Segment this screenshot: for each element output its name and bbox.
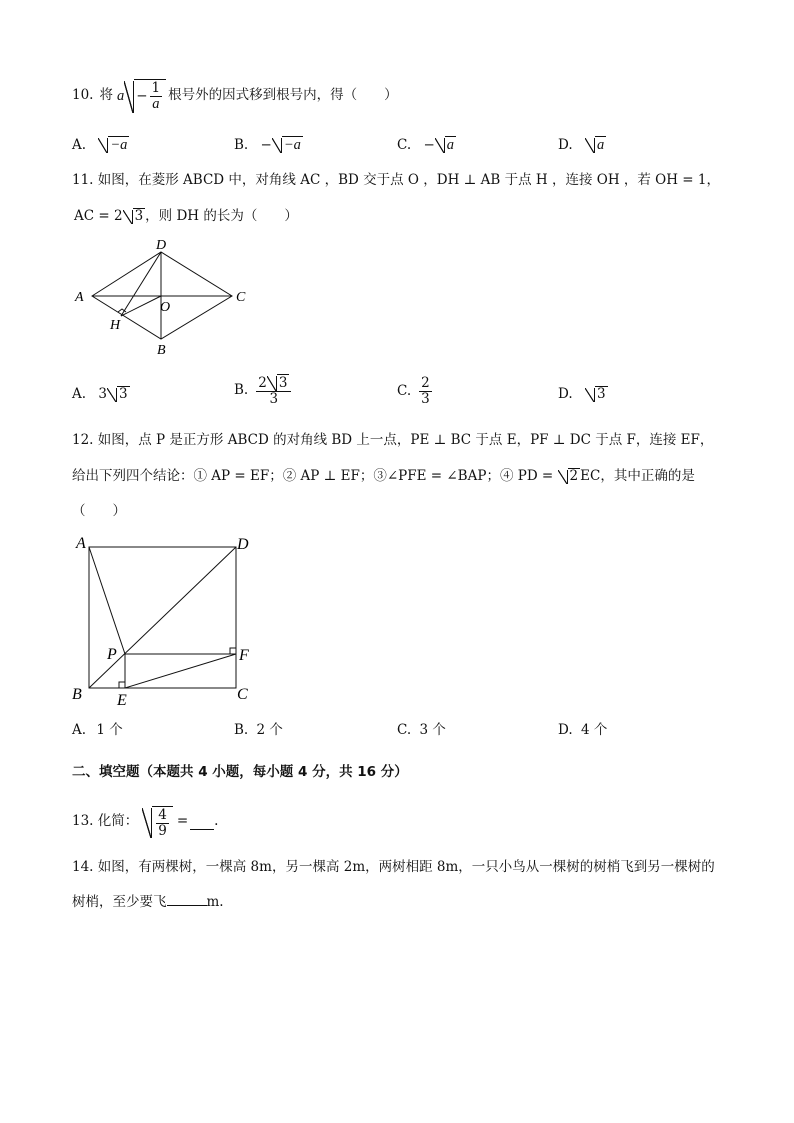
q11-line2-suffix: ，则 DH 的长为（ ） — [145, 208, 298, 224]
option-radicand: 3 — [596, 386, 606, 402]
segment-ef — [125, 654, 236, 688]
option-den: 3 — [269, 390, 279, 407]
option-radicand: a — [596, 137, 605, 153]
q10-sqrt — [124, 79, 166, 113]
option-radicand: 3 — [118, 386, 128, 402]
q10-frac-den: a — [152, 95, 160, 112]
option-label: C. — [397, 722, 412, 738]
q11-option-a-sqrt — [107, 386, 130, 402]
q10-option-d-sqrt — [585, 136, 606, 153]
q10-prefix: 将 — [99, 87, 113, 104]
section2-title: 二、填空题（本题共 4 小题，每小题 4 分，共 16 分） — [72, 764, 408, 780]
q11-rhombus-figure — [70, 236, 260, 360]
q10-option-c-sqrt — [435, 136, 456, 153]
q11-line2 — [74, 208, 298, 224]
q12-line2-prefix: 给出下列四个结论：① AP = EF；② AP ⊥ EF；③∠PFE = ∠BAP；④ PD = — [72, 468, 558, 484]
q12-line2 — [72, 468, 695, 484]
option-label: A. — [72, 137, 87, 153]
q13-frac-den: 9 — [158, 822, 167, 839]
q13-equals: = — [176, 813, 189, 830]
option-radicand: a — [446, 137, 454, 153]
option-text: 2 个 — [256, 722, 283, 738]
label-b: B — [157, 343, 166, 358]
option-radicand: 3 — [278, 375, 288, 391]
q10-option-a[interactable] — [72, 136, 129, 153]
option-label: D. — [558, 722, 573, 738]
q10-var-a: a — [116, 87, 125, 104]
q10-frac-num: 1 — [151, 80, 161, 97]
q11-sqrt3 — [123, 208, 146, 224]
q10-option-b[interactable] — [234, 136, 303, 153]
label-p: P — [107, 646, 117, 663]
q11-option-c-fraction — [419, 376, 432, 407]
option-label: D. — [558, 137, 573, 153]
q11-option-b-fraction — [256, 374, 291, 407]
q12-radicand: 2 — [569, 468, 579, 484]
q11-option-b-sqrt — [267, 374, 290, 391]
right-angle-mark-e — [119, 682, 125, 688]
label-d: D — [237, 536, 249, 553]
q12-square-figure — [70, 532, 260, 710]
option-label: C. — [397, 382, 412, 399]
option-label: B. — [234, 381, 249, 398]
label-c: C — [236, 290, 246, 305]
q10-option-b-sqrt — [272, 136, 303, 153]
option-text: 4 个 — [580, 722, 608, 738]
option-label: B. — [234, 137, 249, 153]
q14-line2-suffix: m. — [206, 894, 224, 910]
q12-line3: （ ） — [72, 503, 126, 519]
option-label: A. — [72, 386, 87, 402]
q10-suffix: 根号外的因式移到根号内，得（ ） — [168, 87, 398, 104]
q10-option-c[interactable] — [397, 136, 456, 153]
label-o: O — [160, 300, 171, 315]
q11-option-d-sqrt — [585, 386, 608, 402]
q10-number: 10. — [72, 87, 94, 104]
option-den: 3 — [421, 390, 430, 407]
label-c: C — [237, 686, 248, 703]
option-sign: − — [423, 137, 435, 153]
label-a: A — [76, 535, 86, 552]
q10-fraction — [150, 81, 163, 113]
q10-minus: − — [136, 88, 148, 105]
option-label: B. — [234, 722, 249, 738]
q11-ac-prefix: AC = 2 — [74, 208, 123, 224]
option-label: C. — [397, 137, 412, 153]
q13-fraction — [156, 808, 169, 839]
option-text: 3 个 — [419, 722, 446, 738]
q11-radicand: 3 — [134, 208, 144, 224]
q13-sqrt — [142, 806, 173, 839]
q13-suffix: . — [214, 813, 219, 830]
label-h: H — [110, 318, 121, 333]
option-radicand: −a — [110, 137, 128, 153]
q12-option-a[interactable] — [72, 724, 123, 738]
q12-sqrt2 — [558, 468, 581, 484]
q10-stem — [72, 78, 398, 114]
q11-option-b[interactable] — [234, 374, 293, 407]
option-radicand: −a — [283, 137, 301, 153]
right-angle-mark-f — [230, 648, 236, 654]
option-coef: 3 — [98, 386, 107, 402]
q14-line2 — [72, 893, 224, 910]
q14-line1: 14. 如图，有两棵树，一棵高 8m，另一棵高 2m，两树相距 8m，一只小鸟从一棵树的树梢飞到另一棵树的 — [72, 859, 715, 875]
option-label: A. — [72, 722, 87, 738]
option-num-coef: 2 — [258, 375, 267, 391]
q14-line2-prefix: 树梢，至少要飞 — [72, 894, 167, 910]
label-d: D — [156, 238, 167, 253]
option-num: 2 — [421, 375, 430, 391]
q10-option-d[interactable] — [558, 136, 606, 153]
q14-answer-blank[interactable] — [167, 893, 207, 906]
q10-option-a-sqrt — [98, 136, 129, 153]
q11-option-a[interactable] — [72, 386, 130, 402]
label-f: F — [239, 647, 249, 664]
label-a: A — [75, 290, 84, 305]
diagonal-bd — [89, 547, 236, 688]
q13-answer-blank[interactable] — [190, 815, 214, 830]
option-text: 1 个 — [96, 722, 123, 738]
q12-option-b[interactable] — [234, 724, 283, 738]
q11-line1: 11. 如图，在菱形 ABCD 中，对角线 AC ，BD 交于点 O ，DH ⊥ AB 于点 H ，连接 OH ，若 OH = 1， — [72, 172, 720, 188]
q11-option-d[interactable] — [558, 386, 608, 402]
q12-line1: 12. 如图，点 P 是正方形 ABCD 的对角线 BD 上一点，PE ⊥ BC 于点 E，PF ⊥ DC 于点 F，连接 EF， — [72, 432, 714, 448]
q12-option-c[interactable] — [397, 724, 446, 738]
q13-prefix: 13. 化简： — [72, 813, 139, 830]
option-label: D. — [558, 386, 573, 402]
q13-frac-num: 4 — [158, 806, 167, 823]
label-e: E — [117, 692, 127, 709]
q13-stem — [72, 802, 218, 842]
option-sign: − — [260, 137, 272, 153]
q12-line2-suffix: EC，其中正确的是 — [580, 468, 695, 484]
q11-option-c[interactable] — [397, 376, 434, 407]
segment-ap — [89, 547, 125, 654]
label-b: B — [72, 686, 82, 703]
q12-option-d[interactable] — [558, 724, 607, 738]
